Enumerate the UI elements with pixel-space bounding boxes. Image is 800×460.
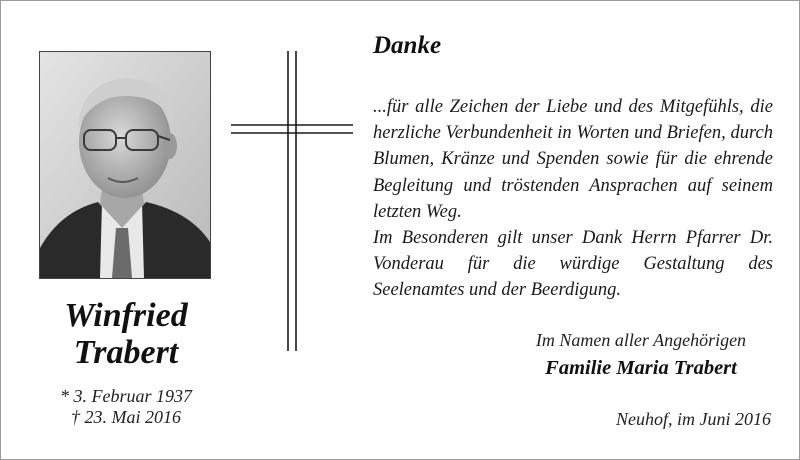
place-and-date: Neuhof, im Juni 2016 [616,409,771,429]
thanks-paragraph-1: ...für alle Zeichen der Liebe und des Mitgefühls, die herzliche Verbundenheit in Worten und Briefen, durch Blumen, Kränze und Spenden sowie für die ehrende Begleitung und tröstenden Ansprachen auf seinem letzten Weg. [373,97,773,222]
thanks-title: Danke [373,32,442,59]
cross-icon [231,51,353,351]
portrait-image [40,52,210,278]
family-signature: Familie Maria Trabert [545,357,737,379]
deceased-name [21,297,231,371]
first-name: Winfried [64,297,188,334]
life-dates [21,386,231,428]
death-date: † 23. Mai 2016 [71,407,181,427]
on-behalf-line: Im Namen aller Angehörigen [535,330,747,350]
portrait-photo [39,51,211,279]
last-name: Trabert [73,334,179,371]
thanks-message [373,94,773,304]
birth-date: * 3. Februar 1937 [60,386,192,406]
thanks-paragraph-2: Im Besonderen gilt unser Dank Herrn Pfarrer Dr. Vonderau für die würdige Gestaltung des Seelenamtes und der Beerdigung. [373,228,773,301]
